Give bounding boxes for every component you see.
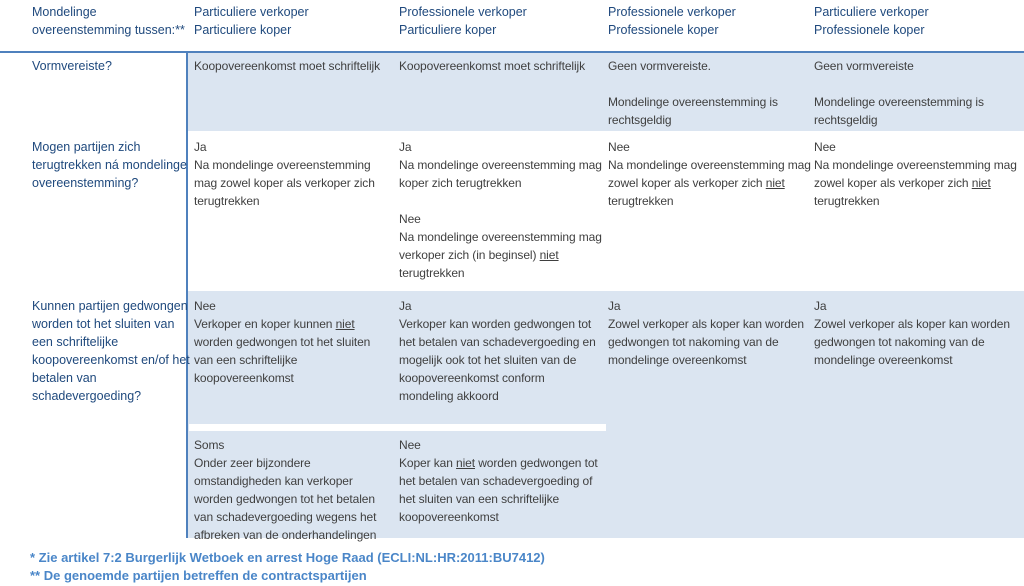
table-corner-header xyxy=(32,3,192,39)
cell-vormvereiste-part-prof: Geen vormvereiste Mondelinge overeenstemming is rechtsgeldig xyxy=(814,59,984,127)
cell-gedwongen-prof-prof: Ja Zowel verkoper als koper kan worden gedwongen tot nakoming van de mondelinge overeenkomst xyxy=(608,299,804,367)
cell-terugtrekken-part-prof: Nee Na mondelinge overeenstemming mag zowel koper als verkoper zich niet terugtrekken xyxy=(814,140,1017,208)
column-header-part-verkoper-prof-koper xyxy=(814,3,1019,39)
cell-vormvereiste-part-part: Koopovereenkomst moet schriftelijk xyxy=(194,59,381,73)
cell-vormvereiste-prof-prof: Geen vormvereiste. Mondelinge overeenstemming is rechtsgeldig xyxy=(608,59,778,127)
row-label-terugtrekken: Mogen partijen zich terugtrekken ná mondelinge overeenstemming? xyxy=(32,140,187,190)
column-header-line2: Professionele koper xyxy=(814,23,925,37)
footnote-artikel: * Zie artikel 7:2 Burgerlijk Wetboek en arrest Hoge Raad (ECLI:NL:HR:2011:BU7412) xyxy=(30,550,545,565)
row3-split-gap xyxy=(189,424,606,431)
column-header-line2: Particuliere koper xyxy=(399,23,497,37)
column-header-part-verkoper-part-koper xyxy=(194,3,392,39)
cell-gedwongen-soms-part-part: Soms Onder zeer bijzondere omstandigheden kan verkoper worden gedwongen tot het betalen van schadevergoeding wegens het afbreken van de onderhandelingen xyxy=(194,438,377,542)
cell-terugtrekken-prof-part: Ja Na mondelinge overeenstemming mag koper zich terugtrekken Nee Na mondelinge overeenstemming mag verkoper zich (in beginsel) niet terugtrekken xyxy=(399,140,602,280)
column-header-prof-verkoper-part-koper xyxy=(399,3,602,39)
row-label-gedwongen: Kunnen partijen gedwongen worden tot het sluiten van een schriftelijke koopovereenkomst en/of het betalen van schadevergoeding? xyxy=(32,299,190,403)
corner-header-line2: overeenstemming tussen:** xyxy=(32,23,185,37)
cell-gedwongen-part-prof: Ja Zowel verkoper als koper kan worden gedwongen tot nakoming van de mondelinge overeenkomst xyxy=(814,299,1010,367)
column-divider xyxy=(186,52,188,538)
header-rule xyxy=(0,51,1024,53)
column-header-line2: Professionele koper xyxy=(608,23,719,37)
row-label-vormvereiste: Vormvereiste? xyxy=(32,59,112,73)
column-header-line1: Particuliere verkoper xyxy=(814,5,929,19)
cell-terugtrekken-part-part: Ja Na mondelinge overeenstemming mag zowel koper als verkoper zich terugtrekken xyxy=(194,140,375,208)
column-header-line1: Particuliere verkoper xyxy=(194,5,309,19)
cell-gedwongen-nee-prof-part: Nee Koper kan niet worden gedwongen tot het betalen van schadevergoeding of het sluiten van een schriftelijke koopovereenkomst xyxy=(399,438,598,524)
footnote-partijen: ** De genoemde partijen betreffen de contractspartijen xyxy=(30,568,367,583)
column-header-prof-verkoper-prof-koper xyxy=(608,3,811,39)
column-header-line1: Professionele verkoper xyxy=(399,5,527,19)
corner-header-line1: Mondelinge xyxy=(32,5,97,19)
column-header-line2: Particuliere koper xyxy=(194,23,292,37)
cell-vormvereiste-prof-part: Koopovereenkomst moet schriftelijk xyxy=(399,59,586,73)
cell-terugtrekken-prof-prof: Nee Na mondelinge overeenstemming mag zowel koper als verkoper zich niet terugtrekken xyxy=(608,140,811,208)
cell-gedwongen-prof-part: Ja Verkoper kan worden gedwongen tot het betalen van schadevergoeding en mogelijk ook tot het sluiten van de koopovereenkomst conform mondeling akkoord xyxy=(399,299,596,403)
cell-gedwongen-part-part: Nee Verkoper en koper kunnen niet worden gedwongen tot het sluiten van een schriftelijke koopovereenkomst xyxy=(194,299,371,385)
column-header-line1: Professionele verkoper xyxy=(608,5,736,19)
